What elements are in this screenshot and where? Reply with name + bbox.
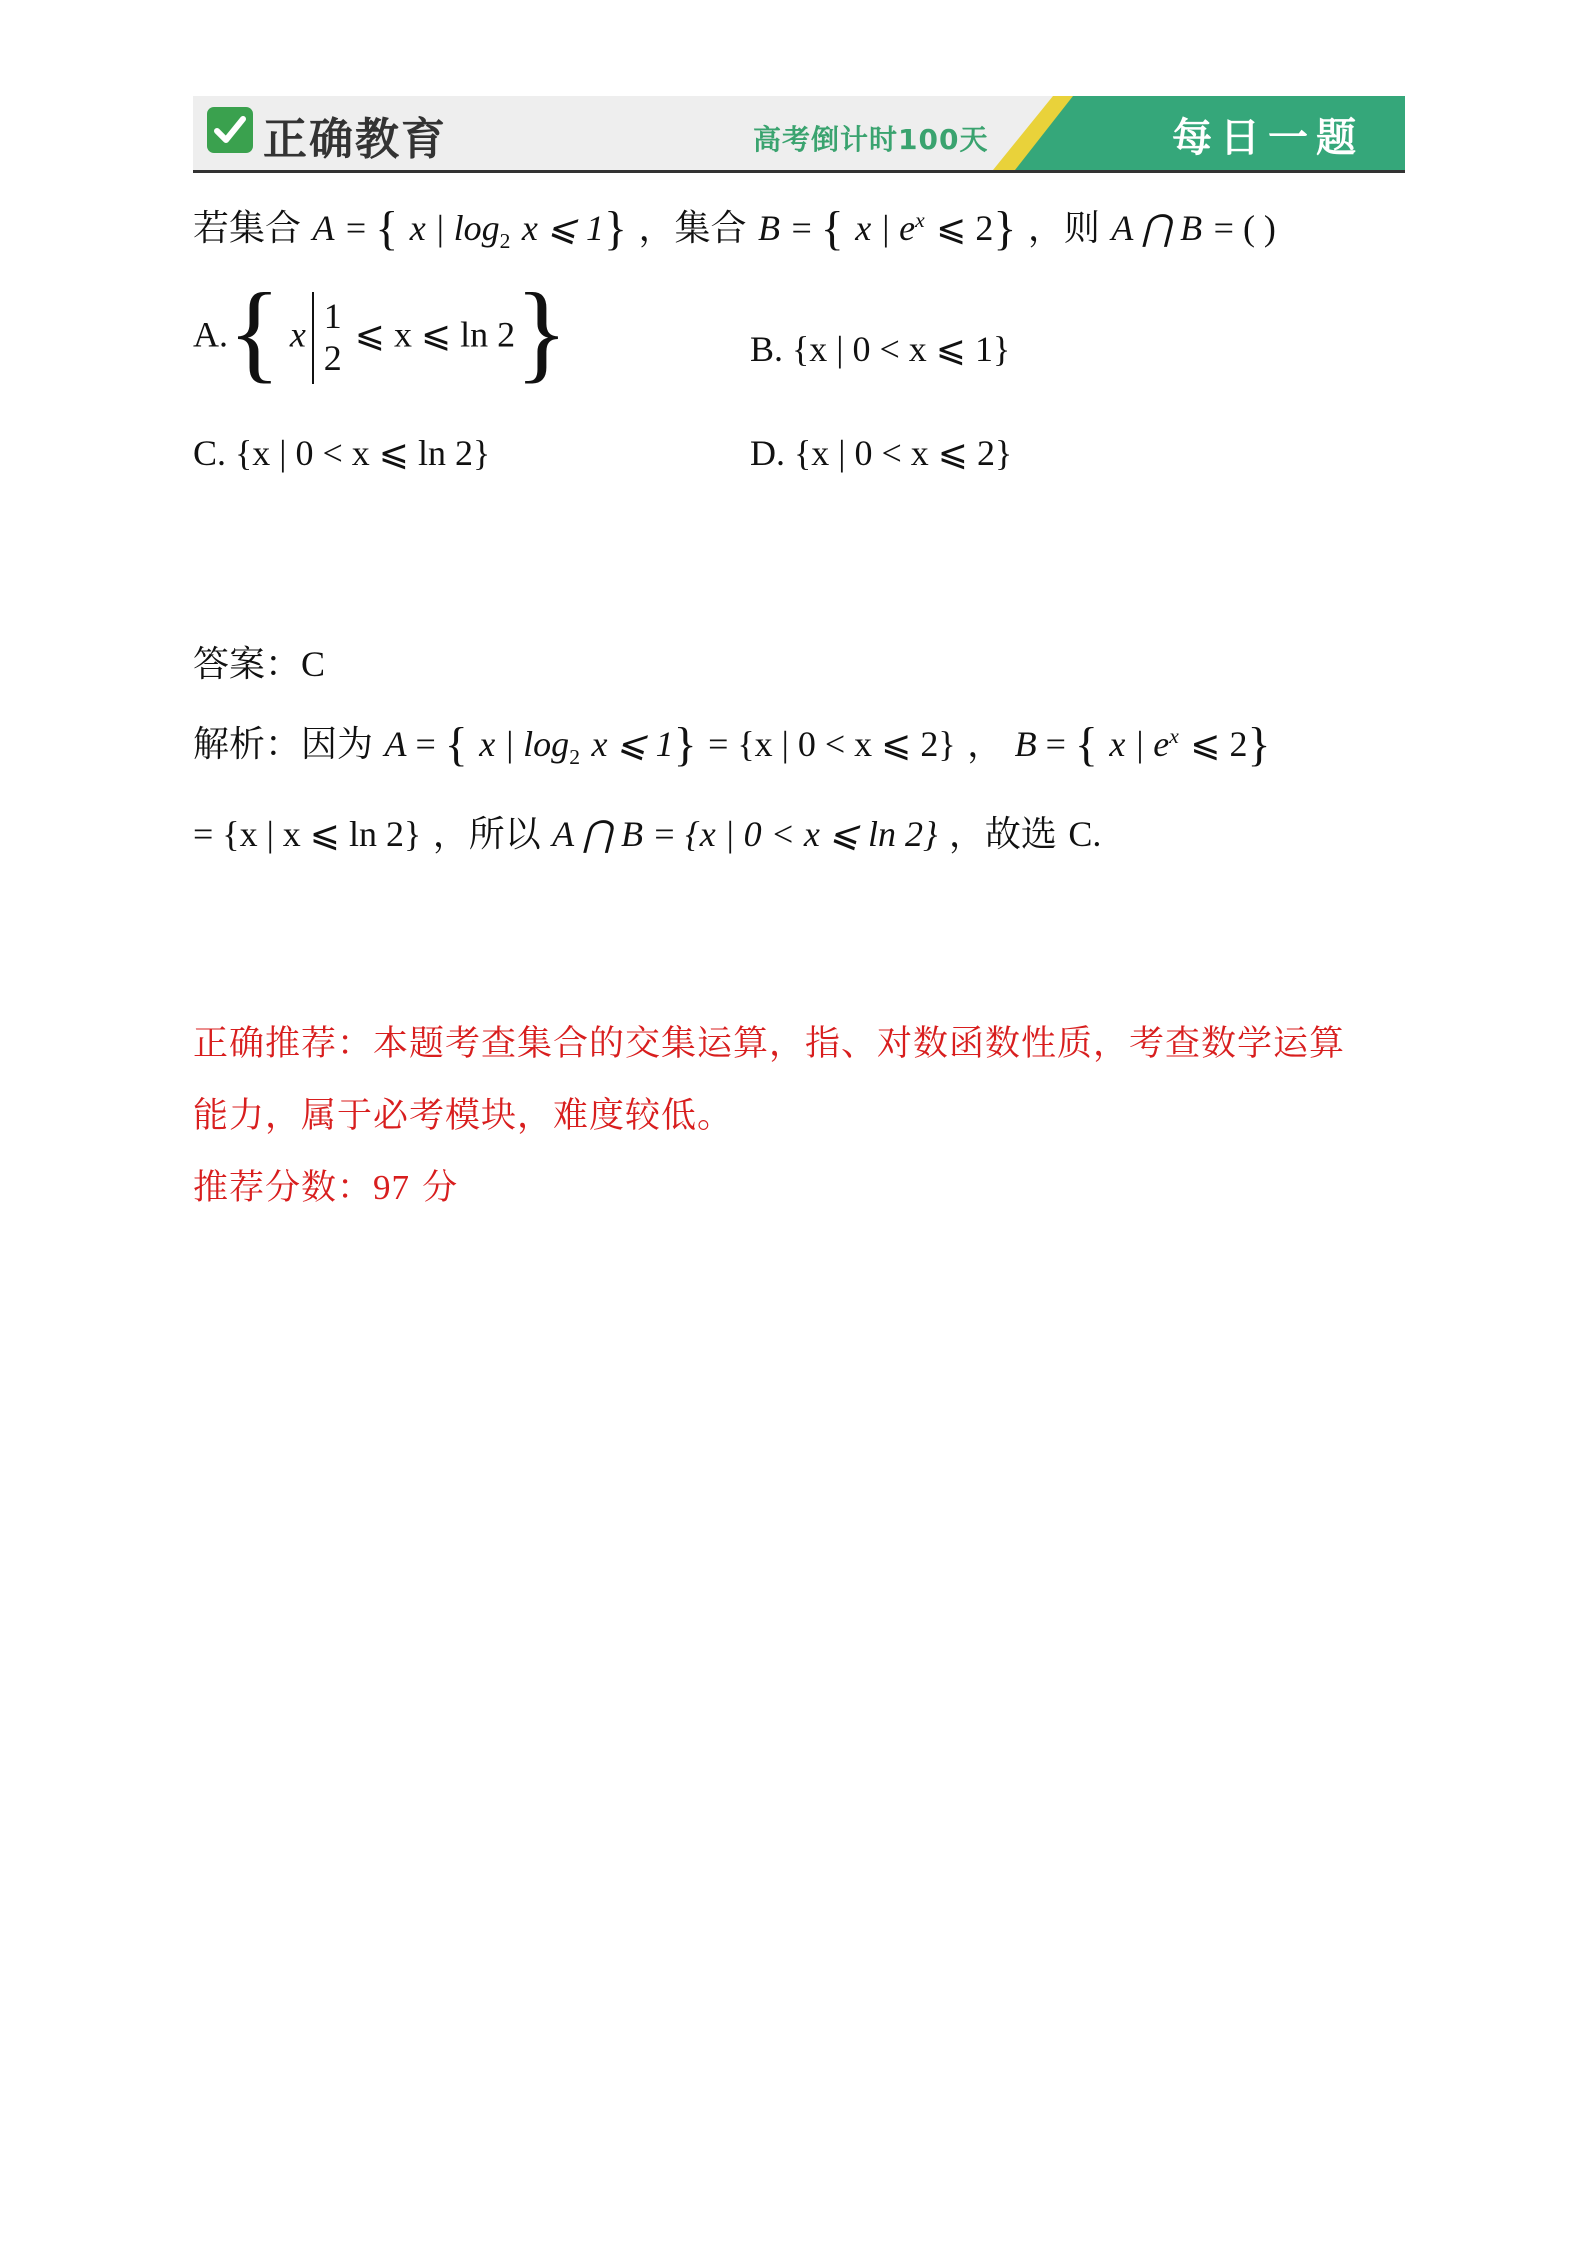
option-b: B. {x | 0 < x ⩽ 1} (750, 329, 1011, 369)
header-banner (193, 96, 1405, 170)
option-d: D. {x | 0 < x ⩽ 2} (750, 433, 1013, 473)
daily-question-label: 每日一题 (1172, 115, 1364, 161)
recommendation-line-2: 能力，属于必考模块，难度较低。 (193, 1096, 734, 1136)
analysis-line-2: = {x | x ⩽ ln 2} ，所以 A ⋂ B = {x | 0 < x ⩽ ln 2} ，故选 C. (193, 814, 1102, 855)
question-stem: 若集合 A = { x | $\log_2 x$ ⩽ 1} ，集合 B = { x | $e^x$ ⩽ 2} ，则 A ⋂ B = ( ) (193, 202, 1276, 255)
option-c: C. {x | 0 < x ⩽ ln 2} (193, 433, 491, 473)
brand-name: 正确教育 (263, 114, 447, 165)
recommended-score: 推荐分数：97 分 (193, 1168, 459, 1208)
answer-line: 答案：C (193, 644, 326, 685)
recommendation-line-1: 正确推荐：本题考查集合的交集运算，指、对数函数性质，考查数学运算 (193, 1024, 1346, 1064)
countdown-text: 高考倒计时100天 (753, 123, 989, 156)
analysis-line-1: 解析：因为 A = { x | $\log_2 x$ ⩽ 1} = {x | 0 < x ⩽ 2} ， B = { x | $e^x$ ⩽ 2} (193, 718, 1271, 771)
option-a: A.{ x 1 2 ⩽ x ⩽ ln 2} (193, 270, 568, 393)
header-rule (193, 170, 1405, 173)
